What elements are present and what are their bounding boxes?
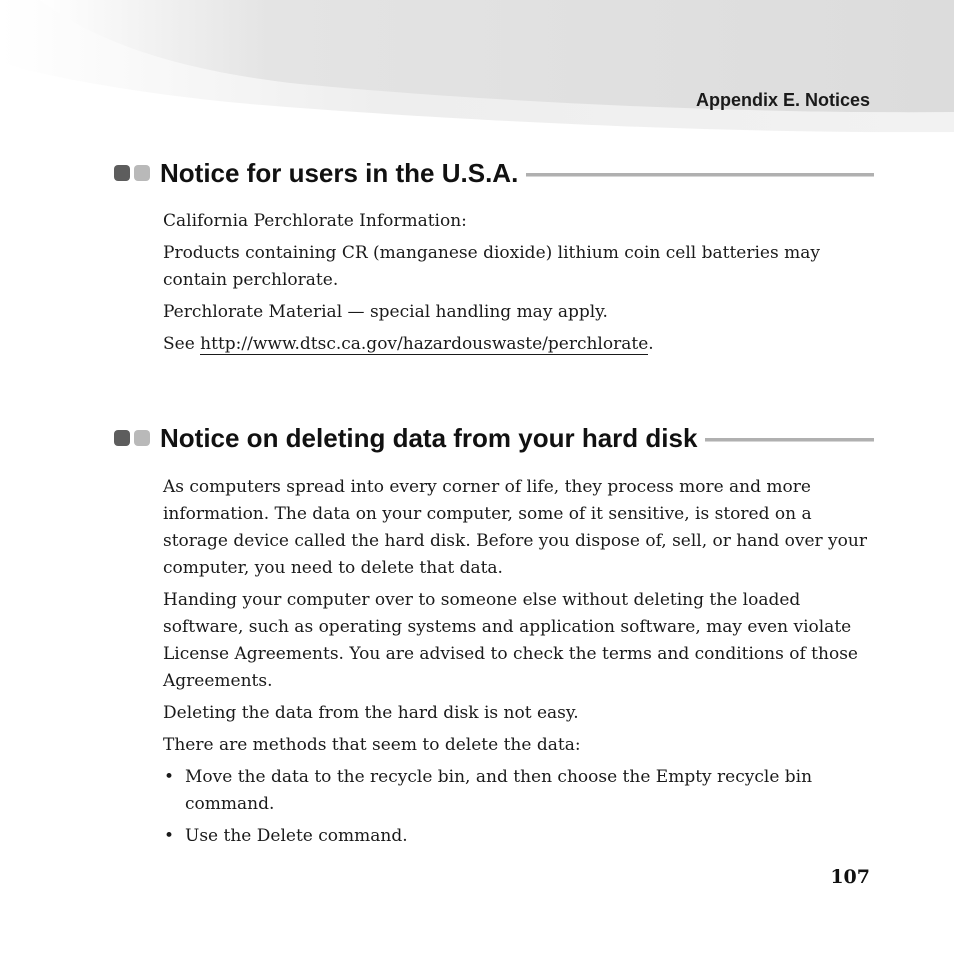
see-link-paragraph (163, 331, 875, 358)
heading-bullets (114, 430, 150, 446)
see-suffix: . (648, 334, 654, 354)
paragraph: As computers spread into every corner of life, they process more and more information. The data on your computer, some of it sensitive, is stored on a storage device called the hard disk. Before you dispose of, sell, or hand over your computer, you need to delete that data. (163, 477, 867, 578)
list-item: • Use the Delete command. (163, 823, 875, 850)
perchlorate-link[interactable]: http://www.dtsc.ca.gov/hazardouswaste/perchlorate (200, 334, 649, 354)
heading-rule (526, 173, 874, 177)
paragraph: Handing your computer over to someone else without deleting the loaded software, such as operating systems and application software, may even violate License Agreements. You are advised to check the terms and conditions of those Agreements. (163, 590, 858, 691)
heading-square-light (134, 165, 150, 181)
section-heading-usa (114, 156, 874, 190)
page-number: 107 (830, 866, 870, 888)
section-title: Notice for users in the U.S.A. (160, 157, 519, 188)
paragraph: Deleting the data from the hard disk is not easy. (163, 703, 579, 723)
heading-bullets (114, 165, 150, 181)
see-prefix: See (163, 334, 201, 354)
heading-square-dark (114, 165, 130, 181)
paragraph: Products containing CR (manganese dioxide) lithium coin cell batteries may contain perchlorate. (163, 243, 820, 290)
section-body-hard-disk (163, 474, 875, 855)
heading-rule (705, 438, 874, 442)
heading-square-dark (114, 430, 130, 446)
paragraph: There are methods that seem to delete the data: (163, 735, 581, 755)
paragraph: Perchlorate Material — special handling may apply. (163, 302, 608, 322)
list-item: • Move the data to the recycle bin, and then choose the Empty recycle bin command. (163, 764, 875, 818)
heading-square-light (134, 430, 150, 446)
section-heading-hard-disk (114, 421, 874, 455)
section-title: Notice on deleting data from your hard disk (160, 422, 698, 453)
bullet-list (163, 764, 875, 850)
section-body-usa (163, 208, 875, 363)
running-head: Appendix E. Notices (695, 90, 870, 110)
header-decoration (0, 0, 954, 140)
paragraph: California Perchlorate Information: (163, 211, 467, 231)
